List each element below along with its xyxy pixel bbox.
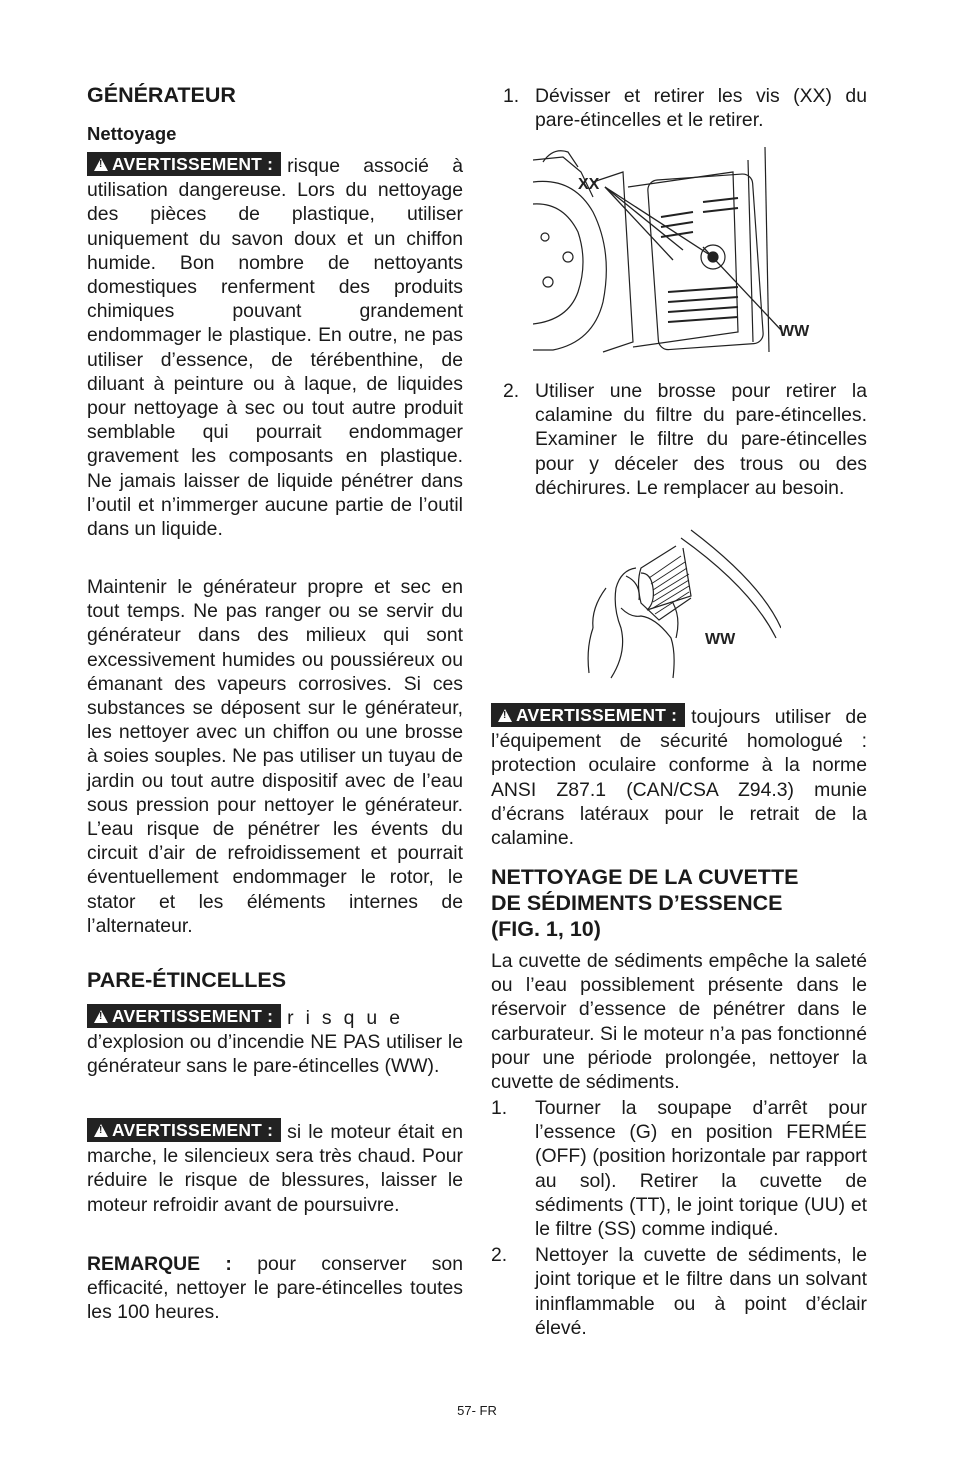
warning-badge: !AVERTISSEMENT : (491, 703, 685, 727)
heading-cuvette: NETTOYAGE DE LA CUVETTE DE SÉDIMENTS D’ESSENCE (FIG. 1, 10) (491, 865, 799, 941)
heading-generateur: GÉNÉRATEUR (87, 83, 236, 107)
warning-triangle-icon (94, 1010, 108, 1023)
list-item: 2. Nettoyer la cuvette de sédiments, le joint torique et le filtre dans un solvant ininflammable ou à point d’éclair élevé. (491, 1244, 867, 1339)
paragraph-cuvette: La cuvette de sédiments empêche la saleté ou l’eau possiblement présente dans le réservoir d’essence de pénétrer dans le carburateur. Si le moteur n’a pas fonctionné pour une période prolongée, nettoyer la cuvette de sédiments. (491, 950, 867, 1094)
warning-triangle-icon (94, 1124, 108, 1137)
list-item: 2. Utiliser une brosse pour retirer la calamine du filtre du pare-étincelles. Examiner le filtre du pare-étincelles pour y déceler des trous ou des déchirures. Le remplacer au besoin. (503, 380, 867, 499)
page-number: 57- FR (457, 1403, 497, 1418)
figure-spark-arrester-screws (533, 142, 873, 357)
list-item: 1. Tourner la soupape d’arrêt pour l’essence (G) en position FERMÉE (OFF) (position horizontale par rapport au sol). Retirer la cuvette de sédiments (TT), le joint torique (UU) et le filtre (SS) comme indiqué. (491, 1097, 867, 1241)
note-paragraph: REMARQUE : pour conserver son efficacité, nettoyer le pare-étincelles toutes les 100 heures. (87, 1253, 463, 1324)
warning-paragraph-hot: !AVERTISSEMENT : si le moteur était en marche, le silencieux sera très chaud. Pour réduire le risque de blessures, laisser le moteur refroidir avant de poursuivre. (87, 1118, 463, 1217)
warning-badge: !AVERTISSEMENT : (87, 1118, 281, 1142)
warning-badge: !AVERTISSEMENT : (87, 152, 281, 176)
label-ww: WW (779, 323, 810, 340)
label-ww: WW (705, 631, 736, 648)
figure-brushing-screen (581, 528, 781, 683)
warning-badge: !AVERTISSEMENT : (87, 1004, 281, 1028)
subheading-nettoyage: Nettoyage (87, 123, 177, 144)
cuvette-steps (491, 1096, 867, 1340)
warning-paragraph-safety: !AVERTISSEMENT : toujours utiliser de l’équipement de sécurité homologué : protection oculaire conforme à la norme ANSI Z87.1 (CAN/CSA Z94.3) munie d’écrans latéraux pour le retrait de la calamine. (491, 703, 867, 850)
warning-triangle-icon (498, 709, 512, 722)
heading-pare-etincelles: PARE-ÉTINCELLES (87, 968, 287, 992)
note-label: REMARQUE : (87, 1253, 232, 1275)
warning-triangle-icon (94, 158, 108, 171)
list-item: 1. Dévisser et retirer les vis (XX) du pare-étincelles et le retirer. (503, 85, 867, 132)
label-xx: XX (578, 176, 600, 193)
warning-paragraph-explosion: !AVERTISSEMENT : risque d’explosion ou d’incendie NE PAS utiliser le générateur sans le pare-étincelles (WW). (87, 1004, 463, 1079)
spark-steps-2 (491, 379, 867, 500)
paragraph-maintenance: Maintenir le générateur propre et sec en tout temps. Ne pas ranger ou se servir du générateur dans des milieux qui sont excessivement humides ou poussiéreux ou émanant des vapeurs corrosives. Si ces substances se déposent sur le générateur, les nettoyer avec un chiffon ou une brosse à soies souples. Ne pas utiliser un tuyau de jardin ou tout autre dispositif avec de l’eau sous pression pour nettoyer le générateur. L’eau risque de pénétrer les évents du circuit d’air de refroidissement et pourrait éventuellement endommager le rotor, le stator et les éléments internes de l’alternateur. (87, 576, 463, 937)
spark-steps-1 (491, 84, 867, 132)
warning-paragraph-cleaning: !AVERTISSEMENT : risque associé à utilisation dangereuse. Lors du nettoyage des pièces de plastique, utiliser uniquement du savon doux et un chiffon humide. Bon nombre de nettoyants domestiques renferment des produits chimiques pouvant grandement endommager le plastique. En outre, ne pas utiliser d’essence, de térébenthine, de diluant à peinture ou à laque, de liquides pour nettoyage à sec ou tout autre produit semblable qui pourrait endommager gravement les composants en plastique. Ne jamais laisser de liquide pénétrer dans l’outil et n’immerger aucune partie de l’outil dans un liquide. (87, 152, 463, 541)
